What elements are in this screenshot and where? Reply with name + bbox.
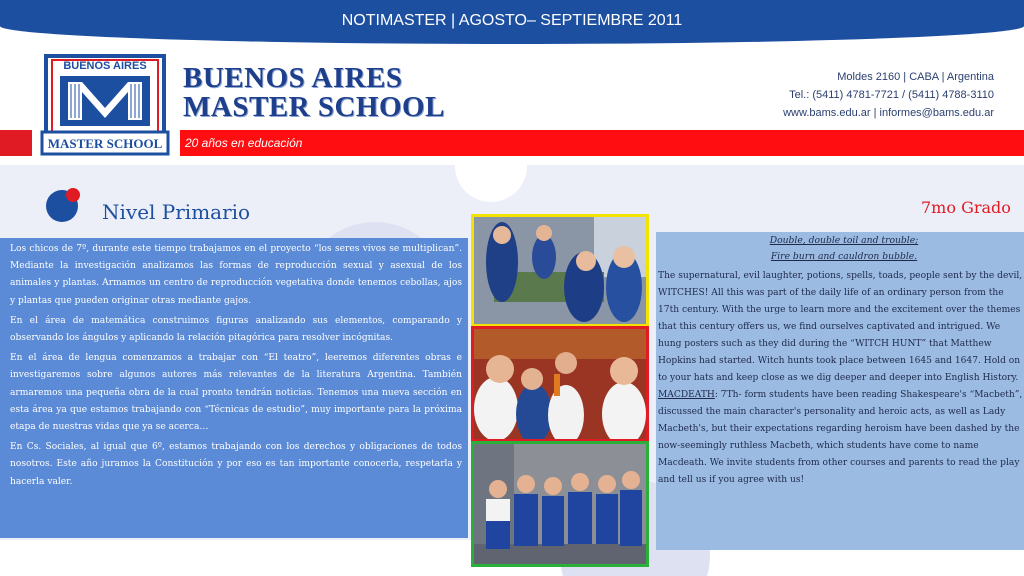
school-crest-logo [40,52,170,158]
contact-web[interactable]: www.bams.edu.ar | informes@bams.edu.ar [783,107,994,119]
crest-top-label: BUENOS AIRES [63,60,147,72]
article-paragraph: Los chicos de 7º, durante este tiempo trabajamos en el proyecto “los seres vivos se multiplican”. Mediante la investigación analizamos las formas de reproducción sexual y asexual de los animales y plantas. Armamos un centro de reproducción vegetativa donde tenemos cebollas, ajos y plantas que pueden originar otras mediante gajos. [10,244,462,306]
poem-line-2: Fire burn and cauldron bubble. [770,251,918,262]
red-stripe [180,130,1024,156]
school-name [183,64,445,122]
section-title: Nivel Primario [102,200,251,224]
article-paragraph: : 7Th- form students have been reading Shakespeare's “Macbeth”, discussed the main character's personality and heroic acts, as well as Lady Macbeth's, but their expectations regarding heroism have been dashed by the now-seemingly ruthless Macbeth, which students have come to name Macdeath. We invite students from other courses and parents to read the play and tell us if you agree with us! [658,390,1023,485]
newsletter-title: NOTIMASTER | AGOSTO– SEPTIEMBRE 2011 [341,12,683,29]
macdeath-label: MACDEATH [658,390,715,400]
article-paragraph: En el área de lengua comenzamos a trabajar con “El teatro”, leeremos diferentes obras e investigaremos sobre algunos autores más relevantes de la literatura Argentina. También armaremos una pequeña obra de la cual pronto tendrán noticias. Tenemos una nueva sección en esta área ya que estamos trabajando con “Técnicas de estudio”, muy importante para la próxima etapa de nuestras vidas que ya se acerca… [10,353,462,433]
article-paragraph: En el área de matemática construimos figuras analizando sus elementos, comparando y observando los ángulos y aplicando la relación pitagórica para resolver incógnitas. [10,315,462,344]
crest-bottom-label: MASTER SCHOOL [47,136,163,151]
tagline: 20 años en educación [185,136,303,150]
english-article [658,268,1024,489]
red-stripe-left [0,130,32,156]
article-paragraph: The supernatural, evil laughter, potions, spells, toads, people sent by the devil, WITCHES! All this was part of the daily life of an ordinary person from the 17th century. With the urge to learn more and the excitement over the themes that this century offers us, we find ourselves captivated and intrigued. We hung posters such as they did during the “WITCH HUNT” that Matthew Hopkins had started. Witch hunts took place between 1645 and 1647. Hold on to your hats and keep close as we dig deeper and deeper into English History. [658,271,1023,383]
school-name-line-1: BUENOS AIRES [183,62,403,94]
article-paragraph: En Cs. Sociales, al igual que 6º, estamos trabajando con los derechos y obligaciones de todos nosotros. Este año juramos la Constitución y por eso es tan importante conocerla, respetarla y hacerla valer. [10,442,462,487]
left-article [10,241,462,494]
top-banner [0,0,1024,44]
poem-quote [656,233,1024,265]
contact-phone: Tel.: (5411) 4781-7721 / (5411) 4788-3110 [789,89,994,101]
contact-address: Moldes 2160 | CABA | Argentina [837,71,994,83]
school-name-line-2: MASTER SCHOOL [183,91,445,123]
classroom-photo [471,214,649,327]
grade-title: 7mo Grado [921,198,1011,217]
science-class-photo [471,326,649,442]
contact-info [783,68,994,122]
students-group-photo [471,441,649,567]
poem-line-1: Double, double toil and trouble; [769,235,919,246]
section-bullet-accent-icon [66,188,80,202]
